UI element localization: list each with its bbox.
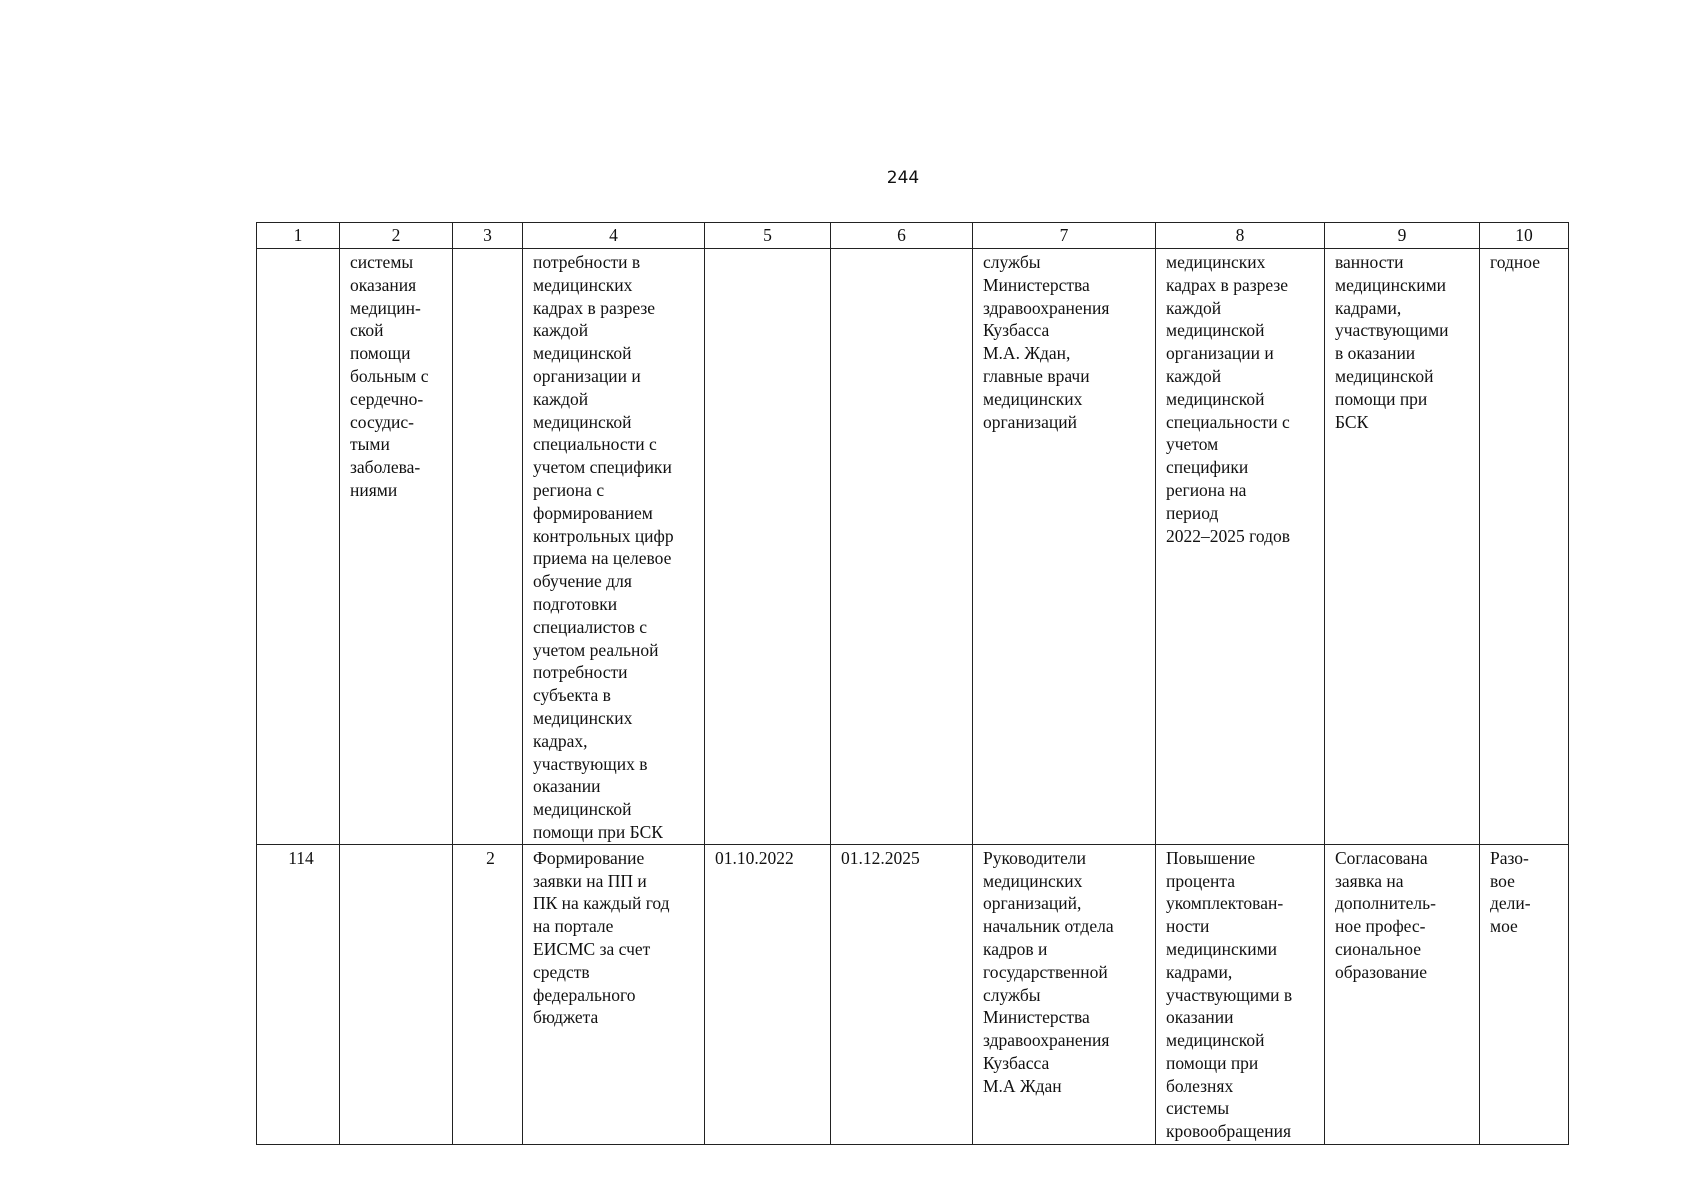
cell-index: 2 (453, 844, 523, 1144)
cell-number: 114 (257, 844, 340, 1144)
cell-responsible: службы Министерства здравоохранения Кузбасса М.А. Ждан, главные врачи медицинских организаций (973, 249, 1156, 845)
cell-expected-result: Повышение процента укомплектован- ности медицинскими кадрами, участвующими в оказании медицинской помощи при болезнях системы кровообращения (1156, 844, 1325, 1144)
cell-periodicity: Разо- вое дели- мое (1480, 844, 1569, 1144)
cell-indicator: ванности медицинскими кадрами, участвующими в оказании медицинской помощи при БСК (1325, 249, 1480, 845)
cell-responsible: Руководители медицинских организаций, начальник отдела кадров и государственной службы Министерства здравоохранения Кузбасса М.А Ждан (973, 844, 1156, 1144)
cell-activity: потребности в медицинских кадрах в разрезе каждой медицинской организации и каждой медицинской специальности с учетом специфики региона с формированием контрольных цифр приема на целевое обучение для подготовки специалистов с учетом реальной потребности субъекта в медицинских кадрах, участвующих в оказании медицинской помощи при БСК (523, 249, 705, 845)
table-row (257, 844, 1569, 1144)
column-header: 8 (1156, 223, 1325, 249)
column-header: 4 (523, 223, 705, 249)
column-header: 2 (340, 223, 453, 249)
cell-end-date (831, 249, 973, 845)
column-header: 5 (705, 223, 831, 249)
table-row (257, 249, 1569, 845)
cell-number (257, 249, 340, 845)
cell-start-date: 01.10.2022 (705, 844, 831, 1144)
table-header-row (257, 223, 1569, 249)
cell-end-date: 01.12.2025 (831, 844, 973, 1144)
plan-table (256, 222, 1569, 1145)
cell-indicator: Согласована заявка на дополнитель- ное профес- сиональное образование (1325, 844, 1480, 1144)
column-header: 9 (1325, 223, 1480, 249)
cell-index (453, 249, 523, 845)
cell-section (340, 844, 453, 1144)
column-header: 10 (1480, 223, 1569, 249)
cell-periodicity: годное (1480, 249, 1569, 845)
cell-activity: Формирование заявки на ПП и ПК на каждый год на портале ЕИСМС за счет средств федерального бюджета (523, 844, 705, 1144)
column-header: 1 (257, 223, 340, 249)
cell-section: системы оказания медицин- ской помощи больным с сердечно- сосудис- тыми заболева- ниями (340, 249, 453, 845)
page-number: 244 (886, 168, 920, 188)
column-header: 6 (831, 223, 973, 249)
column-header: 3 (453, 223, 523, 249)
cell-start-date (705, 249, 831, 845)
cell-expected-result: медицинских кадрах в разрезе каждой медицинской организации и каждой медицинской специальности с учетом специфики региона на период 2022–2025 годов (1156, 249, 1325, 845)
column-header: 7 (973, 223, 1156, 249)
